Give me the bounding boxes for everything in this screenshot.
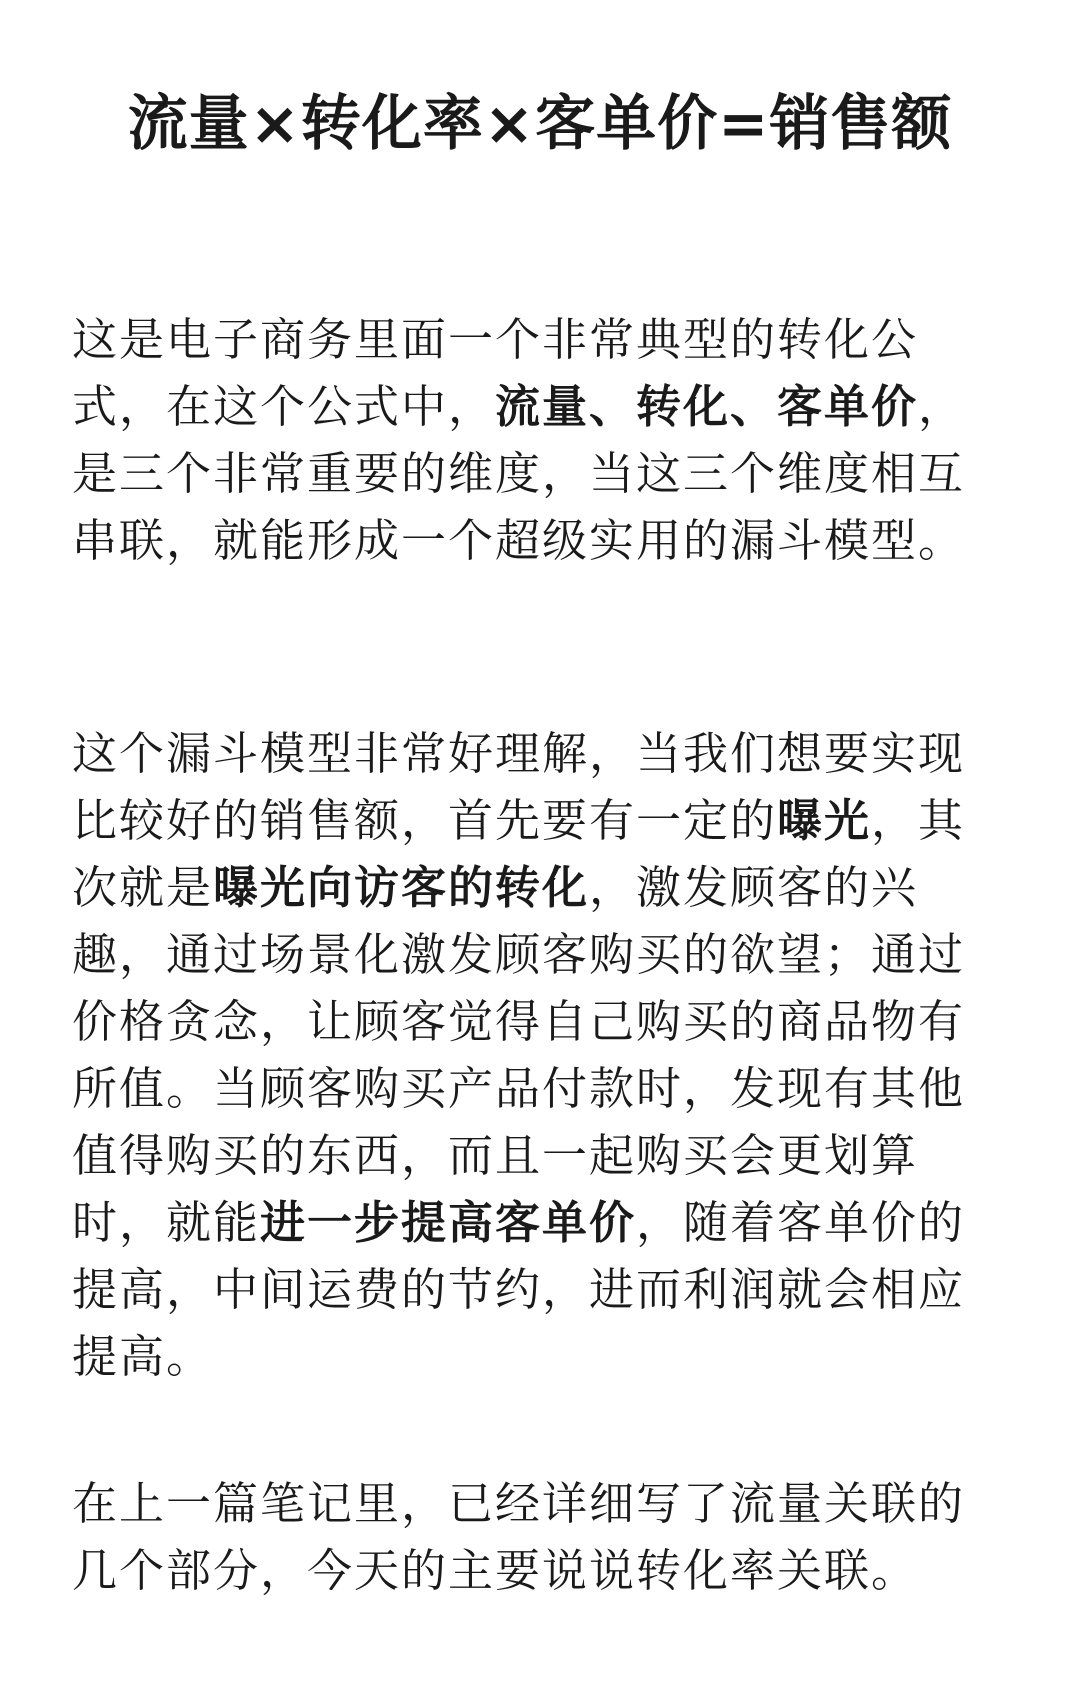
text-segment: ，激发顾客的兴 — [589, 861, 919, 914]
bold-text: 曝光 — [777, 794, 872, 847]
text-segment: 在上一篇笔记里，已经详细写了流量关联的 — [72, 1477, 966, 1530]
paragraph-funnel — [72, 720, 1012, 1390]
paragraph-intro — [72, 306, 1012, 574]
paragraph-next — [72, 1470, 1012, 1604]
text-segment: 比较好的销售额，首先要有一定的 — [72, 794, 778, 847]
text-line — [72, 921, 1012, 988]
text-segment: 时，就能 — [72, 1196, 261, 1249]
text-segment: 值得购买的东西，而且一起购买会更划算 — [72, 1129, 919, 1182]
text-line — [72, 440, 1012, 507]
bold-text: 流量、转化、客单价 — [495, 380, 919, 433]
text-line — [72, 787, 1012, 854]
text-segment: 这是电子商务里面一个非常典型的转化公 — [72, 313, 919, 366]
text-line — [72, 1537, 1012, 1604]
text-segment: 趣，通过场景化激发顾客购买的欲望；通过 — [72, 928, 966, 981]
text-segment: 提高，中间运费的节约，进而利润就会相应 — [72, 1263, 966, 1316]
text-segment: 几个部分，今天的主要说说转化率关联。 — [72, 1544, 919, 1597]
text-line — [72, 988, 1012, 1055]
text-segment: ，随着客单价的 — [636, 1196, 966, 1249]
text-segment: 式，在这个公式中， — [72, 380, 496, 433]
bold-text: 进一步提高客单价 — [260, 1196, 637, 1249]
text-line — [72, 1470, 1012, 1537]
text-segment: 所值。当顾客购买产品付款时，发现有其他 — [72, 1062, 966, 1115]
text-line — [72, 507, 1012, 574]
text-segment: 串联，就能形成一个超级实用的漏斗模型。 — [72, 514, 966, 567]
text-segment: 这个漏斗模型非常好理解，当我们想要实现 — [72, 727, 966, 780]
text-line — [72, 854, 1012, 921]
text-line — [72, 1055, 1012, 1122]
text-segment: ，其 — [871, 794, 966, 847]
text-segment: ， — [918, 380, 966, 433]
bold-text: 曝光向访客的转化 — [213, 861, 590, 914]
text-segment: 次就是 — [72, 861, 214, 914]
text-segment: 价格贪念，让顾客觉得自己购买的商品物有 — [72, 995, 966, 1048]
text-line — [72, 373, 1012, 440]
text-segment: 是三个非常重要的维度，当这三个维度相互 — [72, 447, 966, 500]
text-line — [72, 1122, 1012, 1189]
text-line — [72, 306, 1012, 373]
page-title: 流量×转化率×客单价=销售额 — [127, 89, 953, 159]
text-segment: 提高。 — [72, 1330, 214, 1383]
text-line — [72, 1323, 1012, 1390]
text-line — [72, 1256, 1012, 1323]
text-line — [72, 1189, 1012, 1256]
text-line — [72, 720, 1012, 787]
